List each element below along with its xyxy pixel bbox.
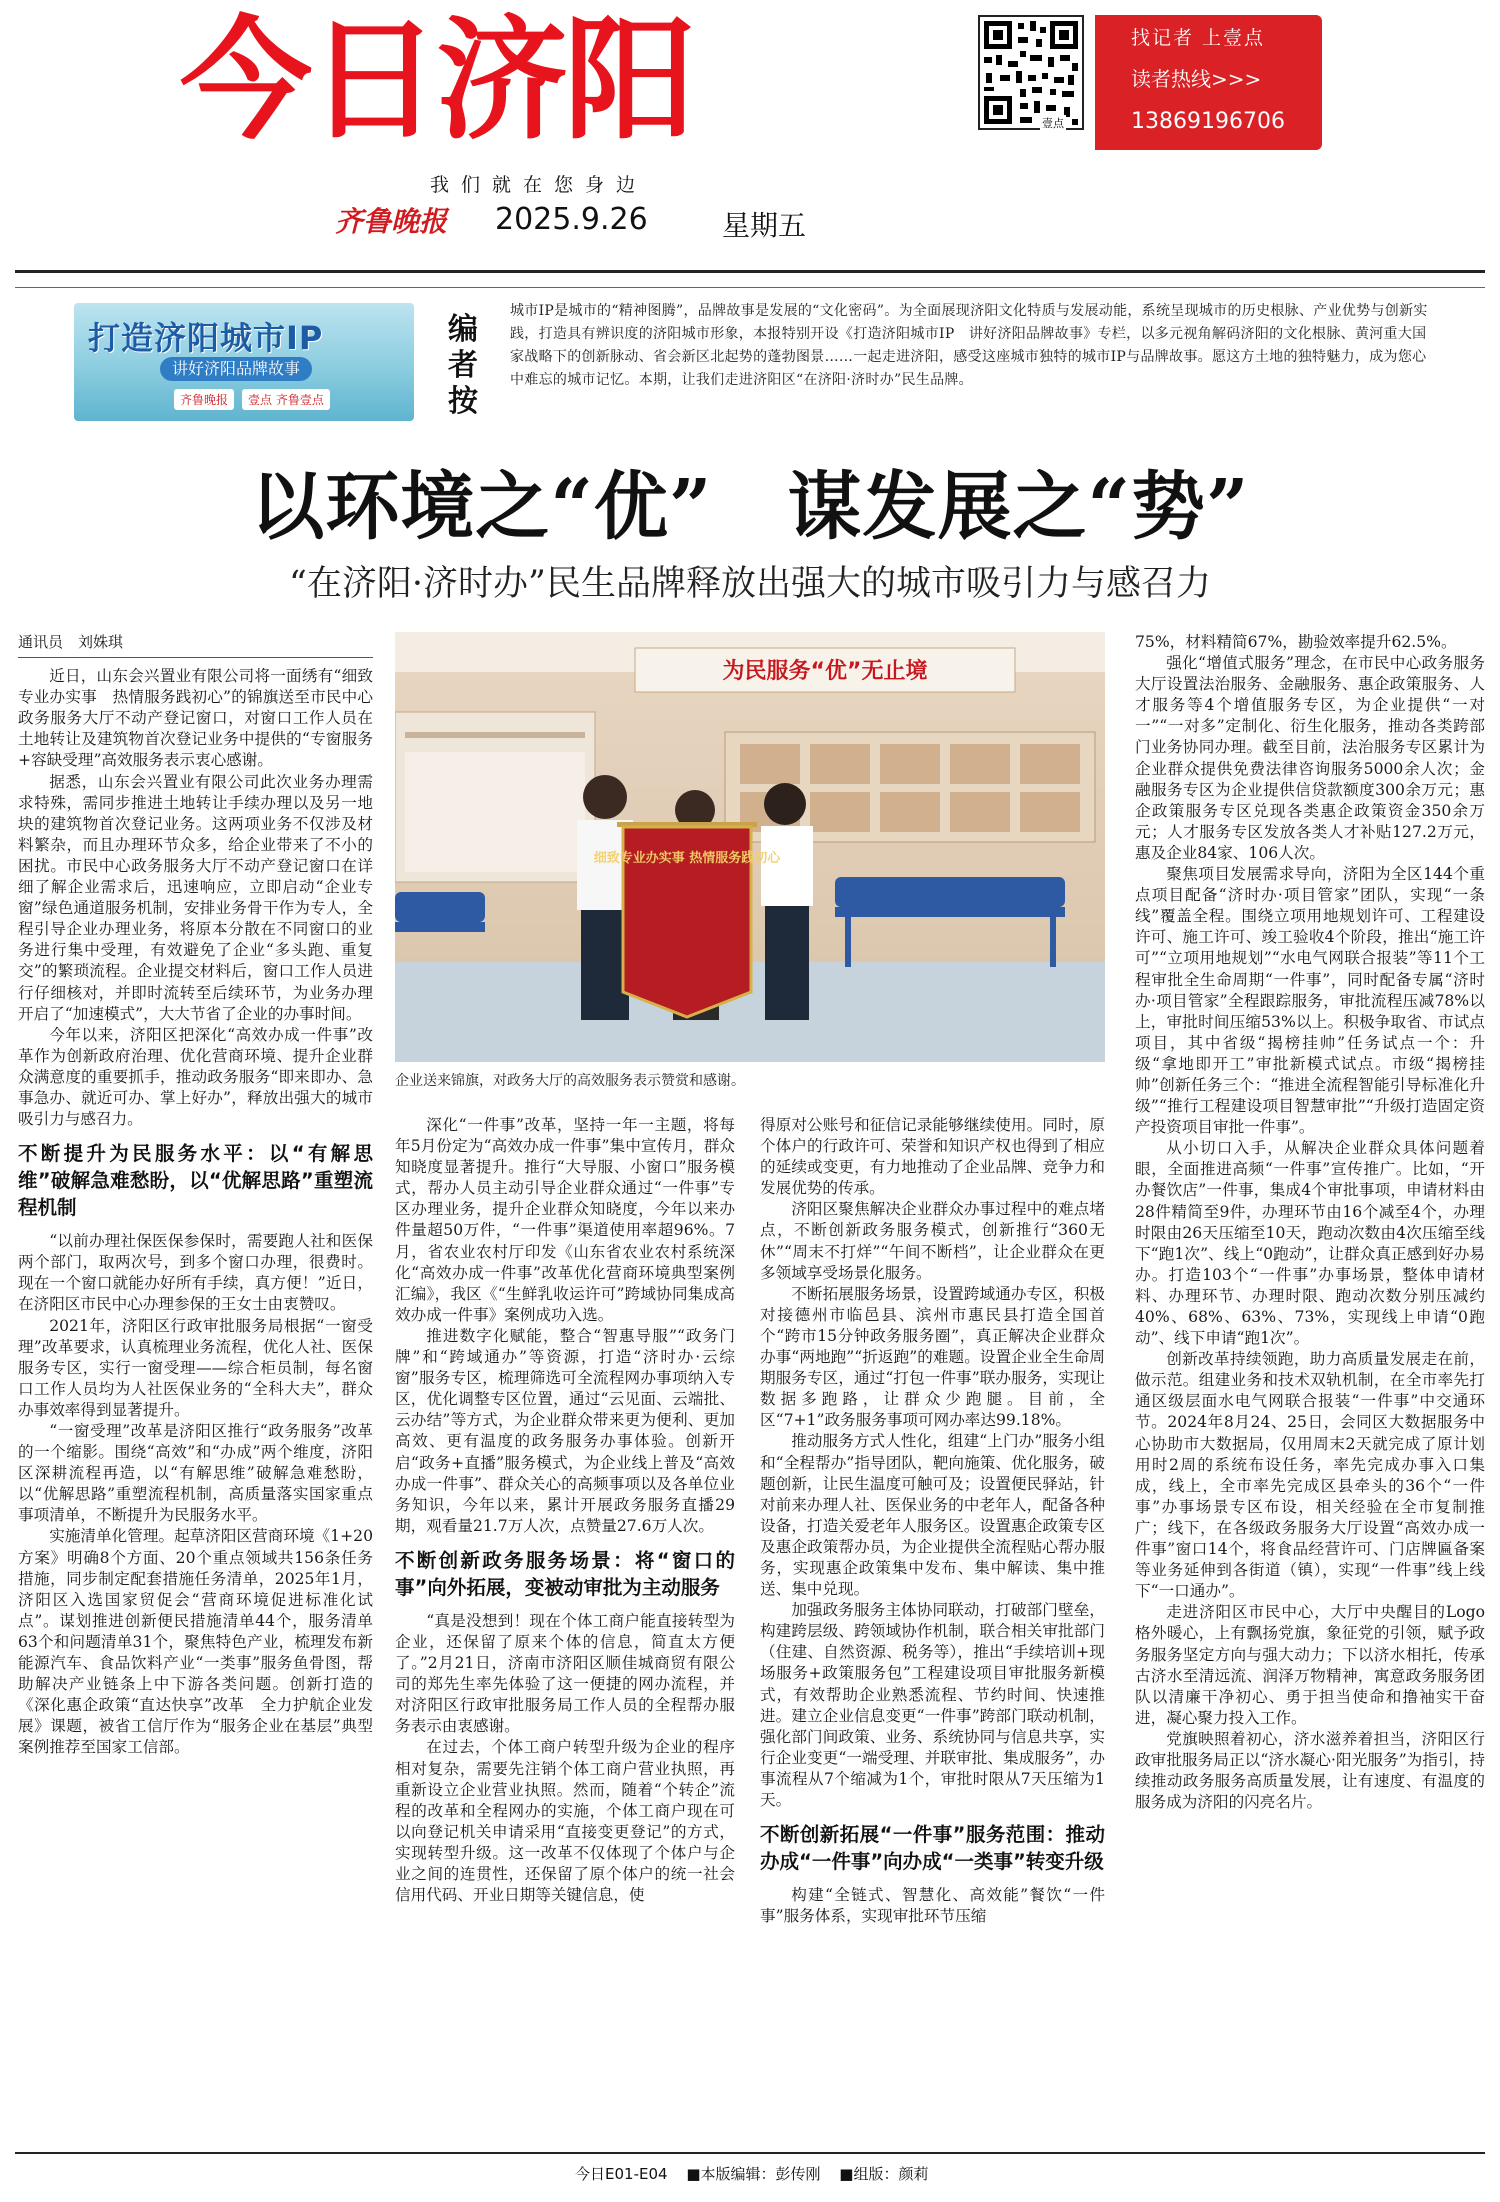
editor-note-label: 编者按 [448, 312, 478, 419]
paragraph: 加强政务服务主体协同联动，打破部门壁垒，构建跨层级、跨领域协作机制，联合相关审批部门（住建、自然资源、税务等），推出“手续培训+现场服务+政策服务包”工程建设项目审批服务新模式，有效帮助企业熟悉流程、节约时间、快速推进。建立企业信息变更“一件事”跨部门联动机制，强化部门间政策、业务、系统协同与信息共享，实行企业变更“一端受理、并联审批、集成服务”，办事流程从7个缩减为1个，审批时限从7天压缩为1天。 [760, 1601, 1105, 1809]
paragraph: 实施清单化管理。起草济阳区营商环境《1+20方案》明确8个方面、20个重点领域共156条任务措施，同步制定配套措施任务清单，2025年1月，济阳区入选国家贸促会“营商环境促进标准化试点”。谋划推进创新便民措施清单44个，服务清单63个和问题清单31个，聚焦特色产业，梳理发布新能源汽车、食品饮料产业“一类事”服务鱼骨图，帮助解决产业链条上中下游各类问题。创新打造的《深化惠企政策“直达快享”改革 全力护航企业发展》课题，被省工信厅作为“服务企业在基层”典型案例推荐至国家工信部。 [18, 1527, 373, 1757]
paragraph: 2021年，济阳区行政审批服务局根据“一窗受理”改革要求，认真梳理业务流程，优化人社、医保服务专区，实行一窗受理——综合柜员制，每名窗口工作人员均为人社医保业务的“全科大夫”，群众办事效率得到显著提升。 [18, 1316, 373, 1419]
section-heading: 不断提升为民服务水平：以“有解思维”破解急难愁盼，以“优解思路”重塑流程机制 [18, 1142, 373, 1220]
issue-date: 2025.9.26 [495, 202, 648, 237]
pennant-text: 细致专业办实事 热情服务践初心 [593, 851, 781, 866]
article-byline: 通讯员 刘姝琪 [18, 633, 124, 651]
masthead-divider [15, 270, 1485, 273]
article-headline: 以环境之“优” 谋发展之“势” [250, 464, 1250, 550]
article-subheadline: “在济阳·济时办”民生品牌释放出强大的城市吸引力与感召力 [289, 564, 1211, 604]
masthead [0, 0, 1500, 275]
section-divider [15, 287, 1485, 288]
byline-rule [18, 657, 373, 658]
paragraph: 党旗映照着初心，济水滋养着担当，济阳区行政审批服务局正以“济水凝心·阳光服务”为指引，持续推动政务服务高质量发展，让有速度、有温度的服务成为济阳的闪亮名片。 [1135, 1729, 1485, 1812]
section-heading: 不断创新政务服务场景：将“窗口的事”向外拓展，变被动审批为主动服务 [395, 1548, 735, 1599]
paragraph: 从小切口入手，从解决企业群众具体问题着眼，全面推进高频“一件事”宣传推广。比如，“开办餐饮店”一件事，集成4个审批事项，申请材料由28件精简至9件，办理环节由16个减至4个，办理时限由26天压缩至10天，跑动次数由4次压缩至线下“跑1次”、线上“0跑动”，让群众真正感到好办易办。打造103个“一件事”办事场景，整体申请材料、办理环节、办理时限、跑动次数分别压减约40%、68%、63%、73%，实现线上申请“0跑动”、线下申请“跑1次”。 [1135, 1139, 1485, 1348]
paragraph: 构建“全链式、智慧化、高效能”餐饮“一件事”服务体系，实现审批环节压缩 [760, 1886, 1105, 1926]
hotline-label: 读者热线>>> [1131, 67, 1262, 91]
footer-layout: ■组版：颜莉 [839, 2165, 929, 2183]
paragraph: 走进济阳区市民中心，大厅中央醒目的Logo格外暖心，上有飘扬党旗，象征党的引领，赋予政务服务坚定方向与强大动力；下以济水相托，传承古济水至清远流、润泽万物精神，寓意政务服务团队以清廉干净初心、勇于担当使命和撸袖实干奋进，凝心聚力投入工作。 [1135, 1603, 1485, 1727]
paragraph: 创新改革持续领跑，助力高质量发展走在前，做示范。组建业务和技术双轨机制，在全市率先打通区级层面水电气网联合报装“一件事”中交通环节。2024年8月24、25日，会同区大数据服务中心协助市大数据局，仅用周末2天就完成了原计划用时2周的系统布设任务，率先完成办事入口集成，线上，全市率先完成区县牵头的36个“一件事”办事场景专区布设，相关经验在全市复制推广；线下，在各级政务服务大厅设置“高效办成一件事”窗口14个，将食品经营许可、门店牌匾备案等业务延伸到各街道（镇），实现“一件事”线上线下“一口通办”。 [1135, 1350, 1485, 1601]
photo-caption: 企业送来锦旗，对政务大厅的高效服务表示赞赏和感谢。 [395, 1073, 745, 1089]
series-logo-yidian: 壹点 齐鲁壹点 [242, 389, 330, 410]
page-footer [575, 2163, 942, 2184]
qr-code-label: 壹点 [1042, 117, 1064, 130]
series-subtitle: 讲好济阳品牌故事 [160, 357, 312, 381]
hotline-slogan: 找记者 上壹点 [1131, 27, 1266, 49]
paragraph: 不断拓展服务场景，设置跨域通办专区，积极对接德州市临邑县、滨州市惠民县打造全国首个“跨市15分钟政务服务圈”，真正解决企业群众办事“两地跑”“折返跑”的难题。设置企业全生命周期服务专区，通过“打包一件事”联办服务，实现让数据多跑路，让群众少跑腿。目前，全区“7+1”政务服务事项可网办率达99.18%。 [760, 1284, 1105, 1430]
paragraph: 深化“一件事”改革，坚持一年一主题，将每年5月份定为“高效办成一件事”集中宣传月，群众知晓度显著提升。推行“大导服、小窗口”服务模式，帮办人员主动引导企业群众通过“一件事”专区办理业务，提升企业群众知晓度，今年以来办件量超50万件，“一件事”渠道使用率超96%。7月，省农业农村厅印发《山东省农业农村系统深化“高效办成一件事”改革优化营商环境典型案例汇编》，我区《“生鲜乳收运许可”跨域协同集成高效办成一件事》案例成功入选。 [395, 1116, 735, 1324]
reader-hotline-box [1095, 15, 1322, 150]
series-banner [74, 303, 414, 421]
footer-editor: ■本版编辑：彭传刚 [686, 2165, 821, 2183]
qr-code-icon[interactable] [978, 15, 1084, 130]
paragraph: 据悉，山东会兴置业有限公司此次业务办理需求特殊，需同步推进土地转让手续办理以及另一地块的建筑物首次登记业务。这两项业务不仅涉及材料繁杂，而且办理环节众多，给企业带来了不小的困扰。市民中心政务服务大厅不动产登记窗口在详细了解企业需求后，迅速响应，立即启动“企业专窗”绿色通道服务机制，安排业务骨干作为专人，全程引导企业办理业务，将原本分散在不同窗口的业务进行集中受理，有效避免了企业“多头跑、重复交”的繁琐流程。企业提交材料后，窗口工作人员进行仔细核对，并即时流转至后续环节，为业务办理开启了“加速模式”，大大节省了企业的办事时间。 [18, 772, 373, 1023]
paragraph: “一窗受理”改革是济阳区推行“政务服务”改革的一个缩影。围绕“高效”和“办成”两个维度，济阳区深耕流程再造，以“有解思维”破解急难愁盼，以“优解思路”重塑流程机制，高质量落实国家重点事项清单，不断提升为民服务水平。 [18, 1422, 373, 1525]
paragraph: 近日，山东会兴置业有限公司将一面绣有“细致专业办实事 热情服务践初心”的锦旗送至市民中心政务服务大厅不动产登记窗口，对窗口工作人员在土地转让及建筑物首次登记业务中提供的“专窗服务+容缺受理”高效服务表示衷心感谢。 [18, 667, 373, 770]
issue-weekday: 星期五 [722, 209, 807, 242]
paragraph: 在过去，个体工商户转型升级为企业的程序相对复杂，需要先注销个体工商户营业执照，再重新设立企业营业执照。然而，随着“个转企”流程的改革和全程网办的实施，个体工商户现在可以向登记机关申请采用“直接变更登记”的方式，实现转型升级。这一改革不仅体现了个体户与企业之间的连贯性，还保留了原个体户的统一社会信用代码、开业日期等关键信息，使 [395, 1738, 735, 1905]
paragraph: 济阳区聚焦解决企业群众办事过程中的难点堵点，不断创新政务服务模式，创新推行“360无休”“周末不打烊”“午间不断档”，让企业群众在更多领域享受场景化服务。 [760, 1200, 1105, 1282]
masthead-slogan: 我们就在您身边 [430, 174, 648, 196]
article-photo [395, 632, 1105, 1062]
paragraph: 强化“增值式服务”理念，在市民中心政务服务大厅设置法治服务、金融服务、惠企政策服务、人才服务等4个增值服务专区，为企业提供“一对一”“一对多”定制化、衍生化服务，推动各类跨部门业务协同办理。截至目前，法治服务专区累计为企业群众提供免费法律咨询服务5000余人次；金融服务专区为企业提供信贷款额度300余万元；惠企政策服务专区兑现各类惠企政策资金350余万元；人才服务专区发放各类人才补贴127.2万元，惠及企业84家、106人次。 [1135, 654, 1485, 862]
series-logos [174, 389, 330, 410]
paragraph: “以前办理社保医保参保时，需要跑人社和医保两个部门，取两次号，到多个窗口办理，很费时。现在一个窗口就能办好所有手续，真方便！”近日，在济阳区市民中心办理参保的王女士由衷赞叹。 [18, 1232, 373, 1314]
paragraph: 得原对公账号和征信记录能够继续使用。同时，原个体户的行政许可、荣誉和知识产权也得到了相应的延续或变更，有力地推动了企业品牌、竞争力和发展优势的传承。 [760, 1116, 1105, 1198]
hall-banner-text: 为民服务“优”无止境 [722, 659, 928, 684]
series-title: 打造济阳城市IP [88, 319, 324, 357]
paragraph: 推动服务方式人性化，组建“上门办”服务小组和“全程帮办”指导团队，靶向施策、优化服务，破题创新，让民生温度可触可及；设置便民驿站，针对前来办理人社、医保业务的中老年人，配备各种设备，打造关爱老年人服务区。设置惠企政策专区及惠企政策帮办员，为企业提供全流程贴心帮办服务，实现惠企政策集中发布、集中解读、集中推送、集中兑现。 [760, 1432, 1105, 1599]
footer-pages: 今日E01-E04 [575, 2165, 668, 2183]
section-heading: 不断创新拓展“一件事”服务范围：推动办成“一件事”向办成“一类事”转变升级 [760, 1823, 1105, 1874]
paragraph: 今年以来，济阳区把深化“高效办成一件事”改革作为创新政府治理、优化营商环境、提升企业群众满意度的重要抓手，推动政务服务“即来即办、急事急办、就近可办、掌上好办”，释放出强大的城市吸引力与感召力。 [18, 1025, 373, 1129]
paragraph: 聚焦项目发展需求导向，济阳为全区144个重点项目配备“济时办·项目管家”团队，实现“一条线”覆盖全程。围绕立项用地规划许可、工程建设许可、施工许可、竣工验收4个阶段，推出“施工许可”“立项用地规划”“水电气网联合报装”等11个工程审批全生命周期“一件事”，同时配备专属“济时办·项目管家”全程跟踪服务，审批流程压减78%以上，审批时间压缩53%以上。积极争取省、市试点项目，其中省级“揭榜挂帅”任务试点一个：升级“拿地即开工”审批新模式试点。市级“揭榜挂帅”创新任务三个：“推进全流程智能引导标准化升级”“推行工程建设项目智慧审批”“升级打造固定资产投资项目审批一件事”。 [1135, 865, 1485, 1137]
editor-note-text: 城市IP是城市的“精神图腾”，品牌故事是发展的“文化密码”。为全面展现济阳文化特质与发展动能，系统呈现城市的历史根脉、产业优势与创新实践，打造具有辨识度的济阳城市形象，本报特别开设《打造济阳城市IP 讲好济阳品牌故事》专栏，以多元视角解码济阳的文化根脉、黄河重大国家战略下的创新脉动、省会新区北起势的蓬勃图景……一起走进济阳，感受这座城市独特的城市IP与品牌故事。愿这方土地的独特魅力，成为您心中难忘的城市记忆。本期，让我们走进济阳区“在济阳·济时办”民生品牌。 [510, 303, 1428, 388]
series-logo-qilu: 齐鲁晚报 [174, 389, 234, 410]
paragraph: 推进数字化赋能，整合“智惠导服”“政务门牌”和“跨域通办”等资源，打造“济时办·云综窗”服务专区，梳理筛选可全流程网办事项纳入专区，优化调整专区位置，通过“云见面、云端批、云办结”等方式，为企业群众带来更为便利、更加高效、更有温度的政务服务办事体验。创新开启“政务+直播”服务模式，为企业线上普及“高效办成一件事”、群众关心的高频事项以及各单位业务知识，今年以来，累计开展政务服务直播29期，观看量21.7万人次，点赞量27.6万人次。 [395, 1326, 735, 1535]
article-column-4 [1135, 632, 1485, 2142]
article-column-1 [18, 632, 373, 2142]
footer-divider [15, 2152, 1485, 2154]
paper-name-logo: 齐鲁晚报 [335, 205, 448, 238]
article-column-2 [395, 1115, 735, 2142]
paragraph: “真是没想到！现在个体工商户能直接转型为企业，还保留了原来个体的信息，简直太方便了。”2月21日，济南市济阳区顺佳城商贸有限公司的郑先生率先体验了这一便捷的网办流程，并对济阳区行政审批服务局工作人员的全程帮办服务表示由衷感谢。 [395, 1611, 735, 1736]
paragraph: 75%，材料精简67%，勘验效率提升62.5%。 [1135, 633, 1457, 651]
article-column-3 [760, 1115, 1105, 2142]
hotline-number[interactable]: 13869196706 [1131, 109, 1285, 134]
newspaper-title-logo: 今日济阳 [180, 4, 692, 158]
